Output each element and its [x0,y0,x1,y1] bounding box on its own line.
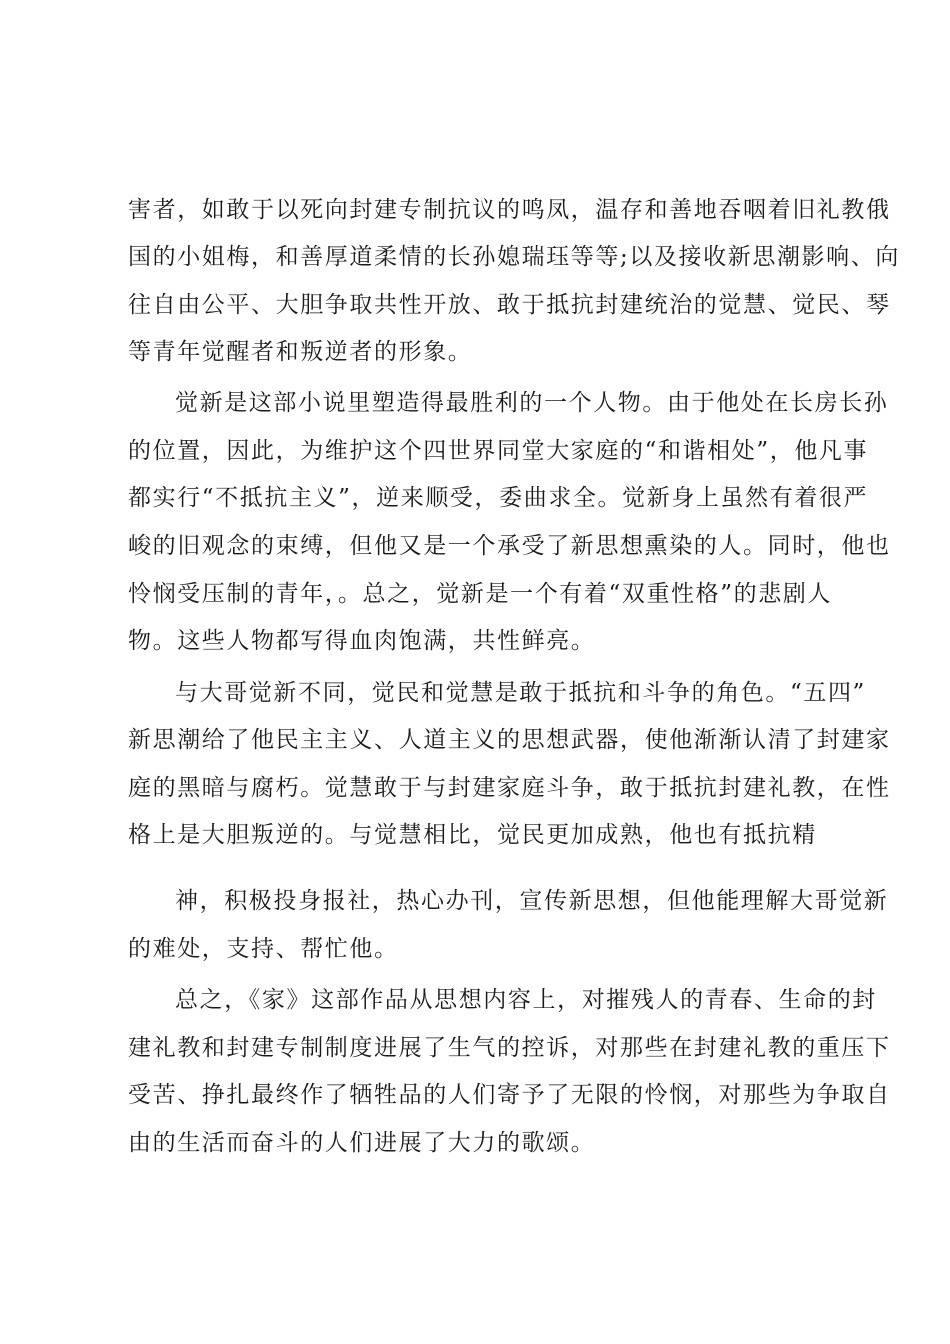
text-line: 物。这些人物都写得血肉饱满，共性鲜亮。 [128,628,596,654]
text-line: 国的小姐梅，和善厚道柔情的长孙媳瑞珏等等;以及接收新思潮影响、向 [128,244,900,270]
text-line: 往自由公平、大胆争取共性开放、敢于抵抗封建统治的觉慧、觉民、琴 [128,292,891,318]
text-line: 的难处，支持、帮忙他。 [128,936,399,962]
text-line: 受苦、挣扎最终作了牺牲品的人们寄予了无限的怜悯，对那些为争取自 [128,1082,891,1108]
text-line: 由的生活而奋斗的人们进展了大力的歌颂。 [128,1130,596,1156]
text-line: 神，积极投身报社，热心办刊，宣传新思想，但他能理解大哥觉新 [175,888,889,914]
text-line: 格上是大胆叛逆的。与觉慧相比，觉民更加成熟，他也有抵抗精 [128,822,817,848]
text-line: 庭的黑暗与腐朽。觉慧敢于与封建家庭斗争，敢于抵抗封建礼教，在性 [128,775,891,801]
text-line: 都实行“不抵抗主义”，逆来顺受，委曲求全。觉新身上虽然有着很严 [128,485,869,511]
text-line: 建礼教和封建专制制度进展了生气的控诉，对那些在封建礼教的重压下 [128,1035,891,1061]
text-line: 觉新是这部小说里塑造得最胜利的一个人物。由于他处在长房长孙 [175,390,889,416]
text-line: 的位置，因此，为维护这个四世界同堂大家庭的“和谐相处”，他凡事 [128,438,869,464]
text-line: 等青年觉醒者和叛逆者的形象。 [128,339,473,365]
text-line: 与大哥觉新不同，觉民和觉慧是敢于抵抗和斗争的角色。“五四” [175,680,866,706]
text-line: 害者，如敢于以死向封建专制抗议的鸣凤，温存和善地吞咽着旧礼教俄 [128,197,891,223]
text-line: 峻的旧观念的束缚，但他又是一个承受了新思想熏染的人。同时，他也 [128,533,891,559]
text-line: 新思潮给了他民主主义、人道主义的思想武器，使他渐渐认清了封建家 [128,727,891,753]
text-line: 怜悯受压制的青年，。总之，觉新是一个有着“双重性格”的悲剧人 [128,581,833,607]
text-line: 总之，《家》这部作品从思想内容上，对摧残人的青春、生命的封 [175,987,877,1013]
